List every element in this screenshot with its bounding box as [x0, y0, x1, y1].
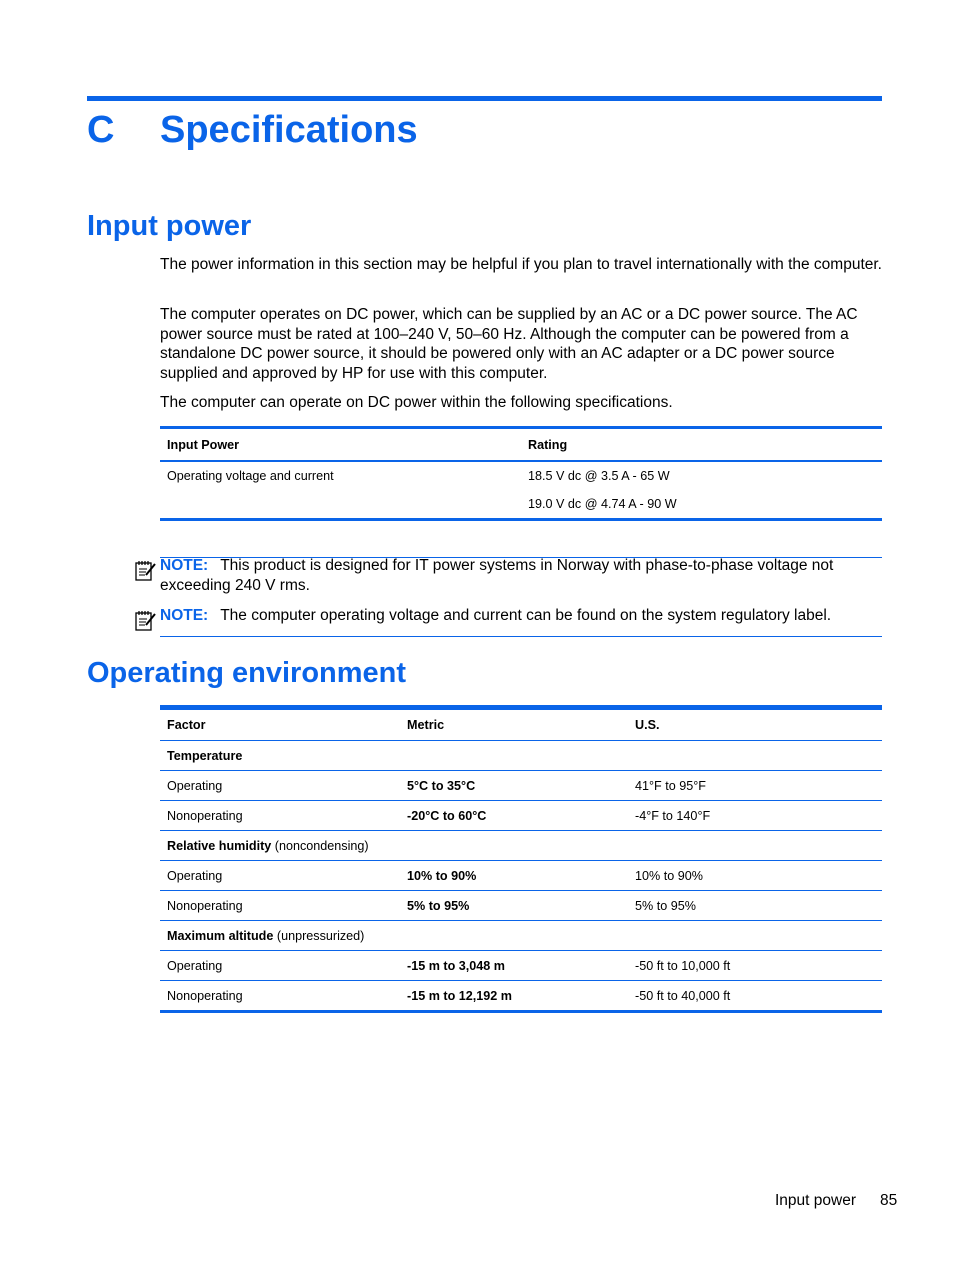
group-qualifier: (unpressurized) [273, 928, 365, 943]
table-cell: Operating [160, 771, 400, 801]
table-group-row [160, 741, 882, 771]
table-cell: Nonoperating [160, 891, 400, 921]
table-row [160, 861, 882, 891]
table-cell [160, 490, 521, 520]
chapter-title: Specifications [160, 109, 418, 151]
table-row [160, 490, 882, 520]
note-pad-icon [134, 608, 158, 632]
paragraph: The computer can operate on DC power within the following specifications. [160, 394, 673, 411]
table-row [160, 461, 882, 490]
table-cell: Operating [160, 951, 400, 981]
table-cell: 5°C to 35°C [400, 771, 628, 801]
table-cell: -4°F to 140°F [628, 801, 882, 831]
table-cell [160, 741, 882, 771]
column-header: Factor [160, 708, 400, 741]
footer-section-name: Input power [775, 1192, 856, 1209]
table-cell: -15 m to 12,192 m [400, 981, 628, 1012]
group-name: Maximum altitude [167, 928, 274, 943]
group-qualifier: (noncondensing) [271, 838, 369, 853]
table-group-row [160, 921, 882, 951]
table-cell: 5% to 95% [628, 891, 882, 921]
chapter-letter: C [87, 109, 115, 151]
column-header: U.S. [628, 708, 882, 741]
note-text: The computer operating voltage and current can be found on the system regulatory label. [220, 607, 832, 624]
table-cell: 10% to 90% [400, 861, 628, 891]
section-heading-operating-environment: Operating environment [87, 657, 407, 689]
table-row [160, 801, 882, 831]
group-name: Temperature [167, 748, 243, 763]
note-label: NOTE: [160, 557, 209, 574]
table-row [160, 771, 882, 801]
note [160, 556, 882, 595]
table-cell: -15 m to 3,048 m [400, 951, 628, 981]
table-cell [160, 921, 882, 951]
table-cell [160, 831, 882, 861]
note-label: NOTE: [160, 607, 209, 624]
page-number: 85 [880, 1192, 898, 1209]
note-pad-icon [134, 558, 158, 582]
table-cell: -50 ft to 40,000 ft [628, 981, 882, 1012]
table-cell: 19.0 V dc @ 4.74 A - 90 W [528, 497, 677, 511]
section-heading-input-power: Input power [87, 210, 252, 242]
column-header: Input Power [160, 428, 521, 462]
table-cell: 5% to 95% [400, 891, 628, 921]
operating-environment-table [160, 705, 882, 1013]
column-header: Rating [521, 428, 882, 462]
table-cell: -50 ft to 10,000 ft [628, 951, 882, 981]
table-cell: 41°F to 95°F [628, 771, 882, 801]
paragraph: The power information in this section may be helpful if you plan to travel internationally with the computer. [160, 256, 882, 273]
table-cell: Nonoperating [160, 801, 400, 831]
column-header: Metric [400, 708, 628, 741]
table-header-row [160, 428, 882, 462]
note-divider [160, 636, 882, 637]
table-cell: 10% to 90% [628, 861, 882, 891]
table-cell: Nonoperating [160, 981, 400, 1012]
table-cell: Operating voltage and current [167, 469, 334, 483]
note [160, 606, 882, 626]
table-row [160, 951, 882, 981]
table-cell: 18.5 V dc @ 3.5 A - 65 W [528, 469, 670, 483]
table-row [160, 891, 882, 921]
paragraph: The computer operates on DC power, which can be supplied by an AC or a DC power source. The AC power source must be rated at 100–240 V, 50–60 Hz. Although the computer can be powered from a standalone DC power source, it should be powered only with an AC adapter or a DC power source supplied and approved by HP for use with this computer. [160, 306, 858, 382]
note-text: This product is designed for IT power systems in Norway with phase-to-phase voltage not exceeding 240 V rms. [160, 557, 834, 594]
table-cell: Operating [160, 861, 400, 891]
group-name: Relative humidity [167, 838, 272, 853]
table-row [160, 981, 882, 1012]
input-power-table [160, 426, 882, 521]
table-cell: -20°C to 60°C [400, 801, 628, 831]
chapter-rule [87, 96, 882, 101]
table-header-row [160, 708, 882, 741]
table-group-row [160, 831, 882, 861]
